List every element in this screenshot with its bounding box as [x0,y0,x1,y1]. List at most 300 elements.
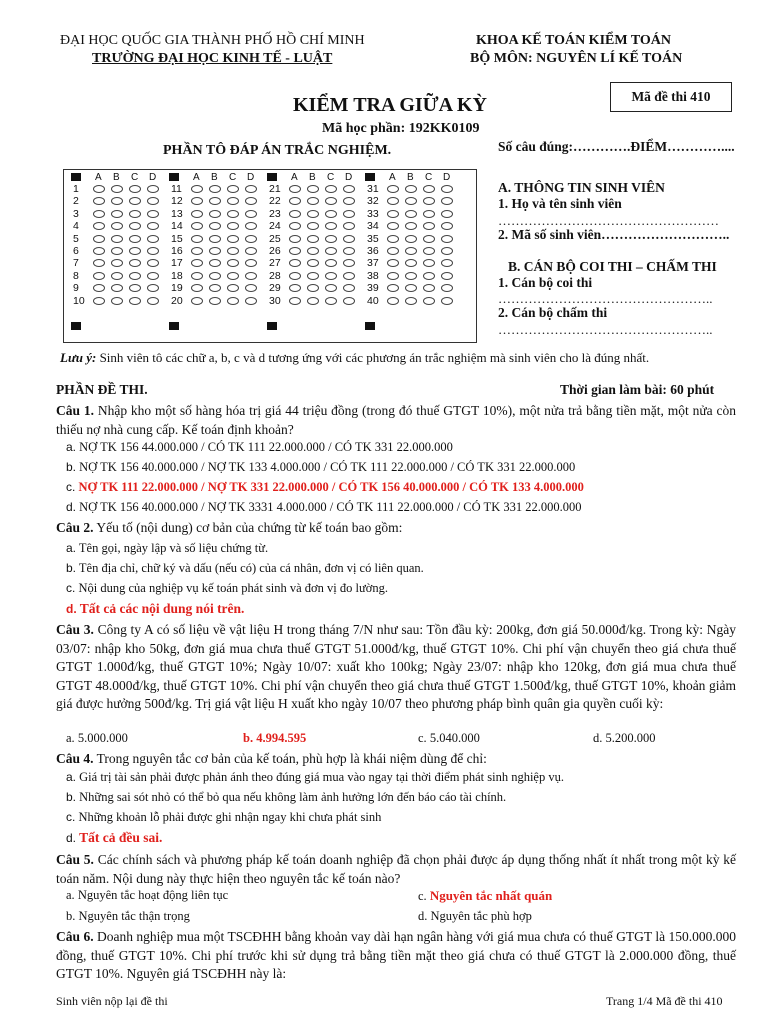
answer-bubble[interactable] [245,272,257,280]
answer-bubble[interactable] [147,297,159,305]
question-number: 32 [367,195,379,208]
answer-bubble[interactable] [227,272,239,280]
answer-bubble[interactable] [147,197,159,205]
answer-bubble[interactable] [209,185,221,193]
answer-bubble[interactable] [227,235,239,243]
q2-option-a-text: Tên gọi, ngày lập và số liệu chứng từ. [78,541,269,555]
answer-bubble[interactable] [191,247,203,255]
q3-option-c-letter: c. [418,731,427,745]
q4-option-b[interactable] [66,790,506,805]
grader-field[interactable]: ………………………………………….. [498,322,713,337]
footer-left: Sinh viên nộp lại đề thi [56,994,168,1008]
answer-bubble[interactable] [423,235,435,243]
q2-option-d-text: Tất cả các nội dung nói trên. [79,601,245,616]
answer-bubble[interactable] [325,185,337,193]
answer-bubble[interactable] [405,272,417,280]
column-letter: D [345,172,353,183]
question-number: 1 [73,183,79,195]
answer-bubble[interactable] [441,222,453,230]
answer-bubble[interactable] [343,235,355,243]
answer-bubble[interactable] [129,222,141,230]
answer-bubble[interactable] [387,259,399,267]
q3-option-a-text: 5.000.000 [77,731,128,745]
question-6-label: Câu 6. [56,929,94,944]
question-5-label: Câu 5. [56,852,94,867]
q5-option-a[interactable] [66,888,228,903]
answer-bubble[interactable] [423,185,435,193]
question-number: 35 [367,232,379,245]
column-letter: D [149,172,157,183]
question-number: 31 [367,183,379,195]
answer-bubble[interactable] [423,284,435,292]
answer-bubble[interactable] [343,197,355,205]
answer-bubble[interactable] [93,247,105,255]
q1-option-c[interactable] [66,480,584,495]
answer-bubble[interactable] [93,259,105,267]
answer-bubble[interactable] [405,259,417,267]
question-1-text: Nhập kho một số hàng hóa trị giá 44 triệu đồng (trong đó thuế GTGT 10%), một nửa trả bằng tiền mặt, một nửa còn thiếu nợ nhà cung cấp. Kế toán định khoản? [56,403,736,437]
question-5-text: Các chính sách và phương pháp kế toán doanh nghiệp đã chọn phải được áp dụng thống nhất ít nhất trong một kỳ kế toán năm. Nội dung này thực hiện theo nguyên tắc kế toán nào? [56,852,736,886]
q5-option-c[interactable] [418,888,552,904]
q1-option-a-letter: a. [66,440,77,454]
answer-bubble[interactable] [191,210,203,218]
answer-bubble[interactable] [191,259,203,267]
answer-bubble[interactable] [191,272,203,280]
question-number: 34 [367,220,379,233]
question-number: 28 [269,269,281,282]
q3-option-c-text: 5.040.000 [429,731,480,745]
answer-bubble[interactable] [129,259,141,267]
answer-bubble[interactable] [441,197,453,205]
question-number: 30 [269,294,281,307]
answer-bubble[interactable] [245,222,257,230]
answer-bubble[interactable] [441,297,453,305]
answer-section-title: PHẦN TÔ ĐÁP ÁN TRẮC NGHIỆM. [163,143,392,158]
timing-mark-bottom [71,322,81,330]
answer-bubble[interactable] [343,210,355,218]
answer-bubble[interactable] [129,197,141,205]
q4-option-c[interactable] [66,810,381,825]
answer-bubble[interactable] [325,297,337,305]
answer-bubble[interactable] [343,185,355,193]
answer-bubble[interactable] [209,222,221,230]
answer-bubble[interactable] [387,210,399,218]
answer-bubble[interactable] [423,222,435,230]
column-letter: C [425,172,433,183]
answer-bubble[interactable] [307,197,319,205]
answer-bubble[interactable] [191,297,203,305]
question-number: 25 [269,232,281,245]
q3-option-c[interactable] [418,731,480,746]
question-5 [56,851,736,888]
answer-bubble[interactable] [423,210,435,218]
answer-bubble[interactable] [387,197,399,205]
answer-bubble[interactable] [325,284,337,292]
q1-option-d-letter: d. [66,500,77,514]
answer-bubble[interactable] [441,235,453,243]
answer-bubble[interactable] [111,210,123,218]
question-number: 7 [73,257,79,270]
answer-bubble[interactable] [129,272,141,280]
q3-option-a[interactable] [66,731,128,746]
grader-label: 2. Cán bộ chấm thi [498,305,608,320]
answer-bubble[interactable] [209,210,221,218]
question-number: 22 [269,195,281,208]
answer-bubble[interactable] [111,197,123,205]
q1-option-b-letter: b. [66,460,77,474]
question-3-text: Công ty A có số liệu về vật liệu H trong tháng 7/N như sau: Tồn đầu kỳ: 200kg, đơn giá 50.000đ/kg. Trong kỳ: Ngày 03/07: nhập kho 50kg, đơn giá mua chưa thuế GTGT 51.000đ/kg, thuế GTGT 10%. Chi phí vận chuyển theo giá chưa thuế GTGT 1.000đ/kg, thuế GTGT 10%; Ngày 10/07: xuất kho 100kg; Ngày 23/07: nhập kho 120kg, đơn giá mua chưa thuế GTGT 48.000đ/kg, thuế GTGT 10%. Chi phí vận chuyển theo giá chưa thuế GTGT 1.500đ/kg, thuế GTGT 10%, khoản giảm giá được hưởng 500đ/kg. Trị giá vật liệu H xuất kho ngày 10/07 theo phương pháp bình quân gia quyền cuối kỳ: [56,622,736,711]
q1-option-c-text: NỢ TK 111 22.000.000 / NỢ TK 331 22.000.000 / CÓ TK 156 40.000.000 / CÓ TK 133 4.000.000 [78,480,584,494]
answer-bubble[interactable] [245,247,257,255]
answer-bubble[interactable] [405,297,417,305]
question-number: 9 [73,282,79,295]
question-number: 18 [171,269,183,282]
q2-option-a-letter: a. [66,541,77,555]
answer-bubble[interactable] [147,259,159,267]
answer-bubble[interactable] [307,247,319,255]
answer-bubble[interactable] [441,247,453,255]
q3-option-d-text: 5.200.000 [605,731,656,745]
column-letter: D [247,172,255,183]
student-id-field[interactable]: 2. Mã số sinh viên……………………….. [498,227,730,242]
answer-bubble[interactable] [129,185,141,193]
q4-option-a-text: Giá trị tài sản phải được phản ánh theo đúng giá mua vào ngay tại thời điểm phát sinh nghiệp vụ. [79,770,564,784]
answer-bubble[interactable] [441,259,453,267]
answer-bubble[interactable] [289,259,301,267]
exam-time: Thời gian làm bài: 60 phút [560,382,715,397]
answer-bubble[interactable] [343,222,355,230]
answer-bubble[interactable] [111,235,123,243]
column-letter: A [389,172,396,183]
exam-code-box: Mã đề thi 410 [610,82,732,112]
answer-bubble[interactable] [307,297,319,305]
exam-title: KIỂM TRA GIỮA KỲ [293,94,487,116]
answer-bubble[interactable] [245,259,257,267]
answer-bubble[interactable] [191,235,203,243]
column-letter: B [211,172,218,183]
answer-bubble[interactable] [325,272,337,280]
answer-bubble[interactable] [93,210,105,218]
answer-bubble[interactable] [227,297,239,305]
question-number: 14 [171,220,183,233]
question-number: 12 [171,195,183,208]
answer-bubble[interactable] [191,185,203,193]
column-letter: A [291,172,298,183]
answer-bubble[interactable] [307,222,319,230]
question-number: 11 [171,183,182,195]
answer-bubble[interactable] [93,235,105,243]
answer-bubble[interactable] [307,272,319,280]
answer-bubble[interactable] [307,210,319,218]
answer-bubble[interactable] [129,210,141,218]
answer-bubble[interactable] [129,247,141,255]
answer-bubble[interactable] [343,259,355,267]
answer-bubble[interactable] [343,284,355,292]
q1-option-b-text: NỢ TK 156 40.000.000 / NỢ TK 133 4.000.000 / CÓ TK 111 22.000.000 / CÓ TK 331 22.000.000 [79,460,576,474]
q1-option-d[interactable] [66,500,581,515]
answer-bubble[interactable] [289,272,301,280]
question-number: 29 [269,282,281,295]
timing-mark-top [71,173,81,181]
answer-bubble[interactable] [245,284,257,292]
student-name-label: 1. Họ và tên sinh viên [498,196,622,211]
answer-bubble[interactable] [307,185,319,193]
q5-option-a-letter: a. [66,888,75,902]
q1-option-a[interactable] [66,440,453,455]
answer-bubble[interactable] [289,185,301,193]
note-line [60,350,649,366]
q3-option-d[interactable] [593,731,656,746]
answer-bubble[interactable] [93,197,105,205]
question-3-label: Câu 3. [56,622,94,637]
answer-bubble[interactable] [405,197,417,205]
question-number: 2 [73,195,79,208]
question-number: 23 [269,207,281,220]
answer-bubble[interactable] [307,235,319,243]
column-letter: C [229,172,237,183]
answer-bubble[interactable] [227,284,239,292]
question-number: 40 [367,294,379,307]
answer-bubble[interactable] [325,259,337,267]
proctor-label: 1. Cán bộ coi thi [498,275,593,290]
answer-bubble[interactable] [245,185,257,193]
answer-bubble[interactable] [387,272,399,280]
q5-option-d[interactable] [418,909,532,924]
answer-bubble[interactable] [289,210,301,218]
answer-bubble[interactable] [289,284,301,292]
answer-bubble[interactable] [227,222,239,230]
answer-bubble[interactable] [111,185,123,193]
answer-bubble[interactable] [441,272,453,280]
answer-bubble[interactable] [325,210,337,218]
answer-bubble[interactable] [405,210,417,218]
student-name-field[interactable]: …………………………………………… [498,213,719,228]
q5-option-a-text: Nguyên tắc hoạt động liên tục [77,888,229,902]
answer-bubble[interactable] [289,197,301,205]
q1-option-d-text: NỢ TK 156 40.000.000 / NỢ TK 3331 4.000.000 / CÓ TK 111 22.000.000 / CÓ TK 331 22.000.000 [79,500,582,514]
question-1 [56,402,736,439]
q2-option-c[interactable] [66,581,388,596]
answer-bubble[interactable] [147,210,159,218]
answer-bubble[interactable] [93,185,105,193]
question-number: 8 [73,269,79,282]
answer-bubble[interactable] [129,235,141,243]
answer-bubble[interactable] [289,235,301,243]
question-number: 10 [73,294,85,307]
q5-option-b-text: Nguyên tắc thận trọng [78,909,190,923]
answer-bubble[interactable] [111,272,123,280]
q3-option-b-letter: b. [243,731,254,745]
answer-bubble[interactable] [343,247,355,255]
answer-bubble[interactable] [289,247,301,255]
answer-bubble[interactable] [289,297,301,305]
question-1-label: Câu 1. [56,403,94,418]
answer-bubble[interactable] [405,247,417,255]
column-letter: B [113,172,120,183]
answer-bubble[interactable] [387,247,399,255]
proctor-heading: B. CÁN BỘ COI THI – CHẤM THI [508,259,717,274]
question-number: 4 [73,220,79,233]
answer-bubble[interactable] [227,247,239,255]
q1-option-a-text: NỢ TK 156 44.000.000 / CÓ TK 111 22.000.000 / CÓ TK 331 22.000.000 [79,440,453,454]
question-2-label: Câu 2. [56,520,94,535]
school-name: TRƯỜNG ĐẠI HỌC KINH TẾ - LUẬT [92,51,333,66]
answer-bubble[interactable] [227,197,239,205]
answer-bubble[interactable] [387,185,399,193]
answer-bubble[interactable] [405,284,417,292]
question-number: 20 [171,294,183,307]
answer-bubble[interactable] [325,235,337,243]
answer-bubble[interactable] [307,259,319,267]
answer-bubble[interactable] [343,272,355,280]
proctor-field[interactable]: ………………………………………….. [498,291,713,306]
q4-option-a-letter: a. [66,770,77,784]
question-number: 6 [73,245,79,257]
answer-bubble[interactable] [423,247,435,255]
question-2 [56,519,736,538]
q4-option-d-text: Tất cả đều sai. [79,830,163,845]
q5-option-d-text: Nguyên tắc phù hợp [430,909,532,923]
column-letter: B [309,172,316,183]
answer-bubble[interactable] [245,297,257,305]
question-4 [56,750,736,769]
answer-bubble[interactable] [111,259,123,267]
timing-mark-bottom [169,322,179,330]
question-number: 27 [269,257,281,270]
q2-option-d-letter: d. [66,602,77,616]
answer-bubble[interactable] [441,185,453,193]
question-4-label: Câu 4. [56,751,94,766]
answer-bubble[interactable] [209,297,221,305]
answer-bubble[interactable] [147,284,159,292]
answer-bubble[interactable] [191,284,203,292]
note-text: Sinh viên tô các chữ a, b, c và d tương ứng với các phương án trắc nghiệm mà sinh viên cho là đúng nhất. [96,350,650,365]
answer-bubble[interactable] [147,247,159,255]
answer-bubble[interactable] [191,222,203,230]
q4-option-b-text: Những sai sót nhỏ có thể bỏ qua nếu không làm ảnh hưởng lớn đến báo cáo tài chính. [79,790,507,804]
question-number: 5 [73,232,79,245]
score-line: Số câu đúng:………….ĐIỂM………….... [498,139,735,154]
answer-bubble[interactable] [209,284,221,292]
answer-bubble[interactable] [387,222,399,230]
question-6 [56,928,736,984]
answer-bubble[interactable] [147,235,159,243]
question-number: 15 [171,232,183,245]
answer-bubble[interactable] [191,197,203,205]
answer-bubble[interactable] [227,210,239,218]
question-number: 39 [367,282,379,295]
answer-bubble[interactable] [325,197,337,205]
answer-bubble[interactable] [245,235,257,243]
answer-bubble[interactable] [129,297,141,305]
answer-bubble[interactable] [441,210,453,218]
answer-bubble[interactable] [441,284,453,292]
q5-option-d-letter: d. [418,909,428,923]
answer-bubble[interactable] [227,259,239,267]
answer-bubble[interactable] [111,284,123,292]
answer-bubble[interactable] [307,284,319,292]
answer-bubble[interactable] [93,222,105,230]
answer-bubble[interactable] [343,297,355,305]
answer-bubble[interactable] [209,272,221,280]
footer-right: Trang 1/4 Mã đề thi 410 [606,994,723,1008]
answer-bubble[interactable] [423,297,435,305]
answer-bubble[interactable] [147,272,159,280]
q4-option-d[interactable] [66,830,162,846]
answer-bubble[interactable] [387,284,399,292]
answer-bubble[interactable] [245,197,257,205]
q5-option-c-text: Nguyên tắc nhất quán [429,888,553,903]
answer-bubble[interactable] [147,222,159,230]
timing-mark-top [267,173,277,181]
q2-option-a[interactable] [66,541,268,556]
answer-bubble[interactable] [129,284,141,292]
answer-bubble[interactable] [111,222,123,230]
answer-bubble[interactable] [93,272,105,280]
answer-bubble[interactable] [93,297,105,305]
answer-bubble[interactable] [111,247,123,255]
answer-bubble[interactable] [93,284,105,292]
answer-bubble[interactable] [405,185,417,193]
q1-option-c-letter: c. [66,480,76,494]
answer-bubble[interactable] [325,222,337,230]
timing-mark-bottom [267,322,277,330]
answer-bubble[interactable] [209,235,221,243]
q5-option-b[interactable] [66,909,190,924]
question-2-text: Yếu tố (nội dung) cơ bản của chứng từ kế toán bao gồm: [93,520,403,535]
question-number: 37 [367,257,379,270]
answer-bubble[interactable] [209,197,221,205]
answer-bubble[interactable] [209,259,221,267]
answer-bubble[interactable] [423,259,435,267]
q3-option-d-letter: d. [593,731,603,745]
q4-option-b-letter: b. [66,790,77,804]
q3-option-b[interactable] [243,731,306,746]
question-number: 26 [269,245,281,257]
course-code: Mã học phần: 192KK0109 [322,121,480,136]
column-letter: D [443,172,451,183]
answer-bubble[interactable] [245,210,257,218]
answer-bubble[interactable] [289,222,301,230]
answer-bubble[interactable] [111,297,123,305]
student-info-heading: A. THÔNG TIN SINH VIÊN [498,180,665,195]
question-number: 33 [367,207,379,220]
answer-bubble[interactable] [423,197,435,205]
answer-bubble[interactable] [325,247,337,255]
column-letter: B [407,172,414,183]
answer-bubble[interactable] [423,272,435,280]
question-number: 36 [367,245,379,257]
q4-option-d-letter: d. [66,831,77,845]
timing-mark-top [169,173,179,181]
question-number: 13 [171,207,183,220]
answer-bubble[interactable] [147,185,159,193]
q2-option-b[interactable] [66,561,424,576]
column-letter: C [131,172,139,183]
answer-bubble[interactable] [405,235,417,243]
answer-bubble[interactable] [209,247,221,255]
q1-option-b[interactable] [66,460,575,475]
q2-option-b-text: Tên địa chỉ, chữ ký và dấu (nếu có) của cá nhân, đơn vị có liên quan. [78,561,424,575]
q2-option-d[interactable] [66,601,244,617]
answer-bubble[interactable] [387,235,399,243]
q4-option-a[interactable] [66,770,564,785]
question-6-text: Doanh nghiệp mua một TSCĐHH bằng khoản vay dài hạn ngân hàng với giá mua chưa có thuế GTGT là 150.000.000 đồng, thuế GTGT 10%. Chi phí trước khi sử dụng trả bằng tiền mặt theo giá chưa có thuế GTGT là 2.000.000 đồng, thuế GTGT 10%. Nguyên giá TSCĐHH này là: [56,929,736,981]
answer-bubble[interactable] [227,185,239,193]
answer-bubble[interactable] [387,297,399,305]
answer-bubble[interactable] [405,222,417,230]
timing-mark-top [365,173,375,181]
